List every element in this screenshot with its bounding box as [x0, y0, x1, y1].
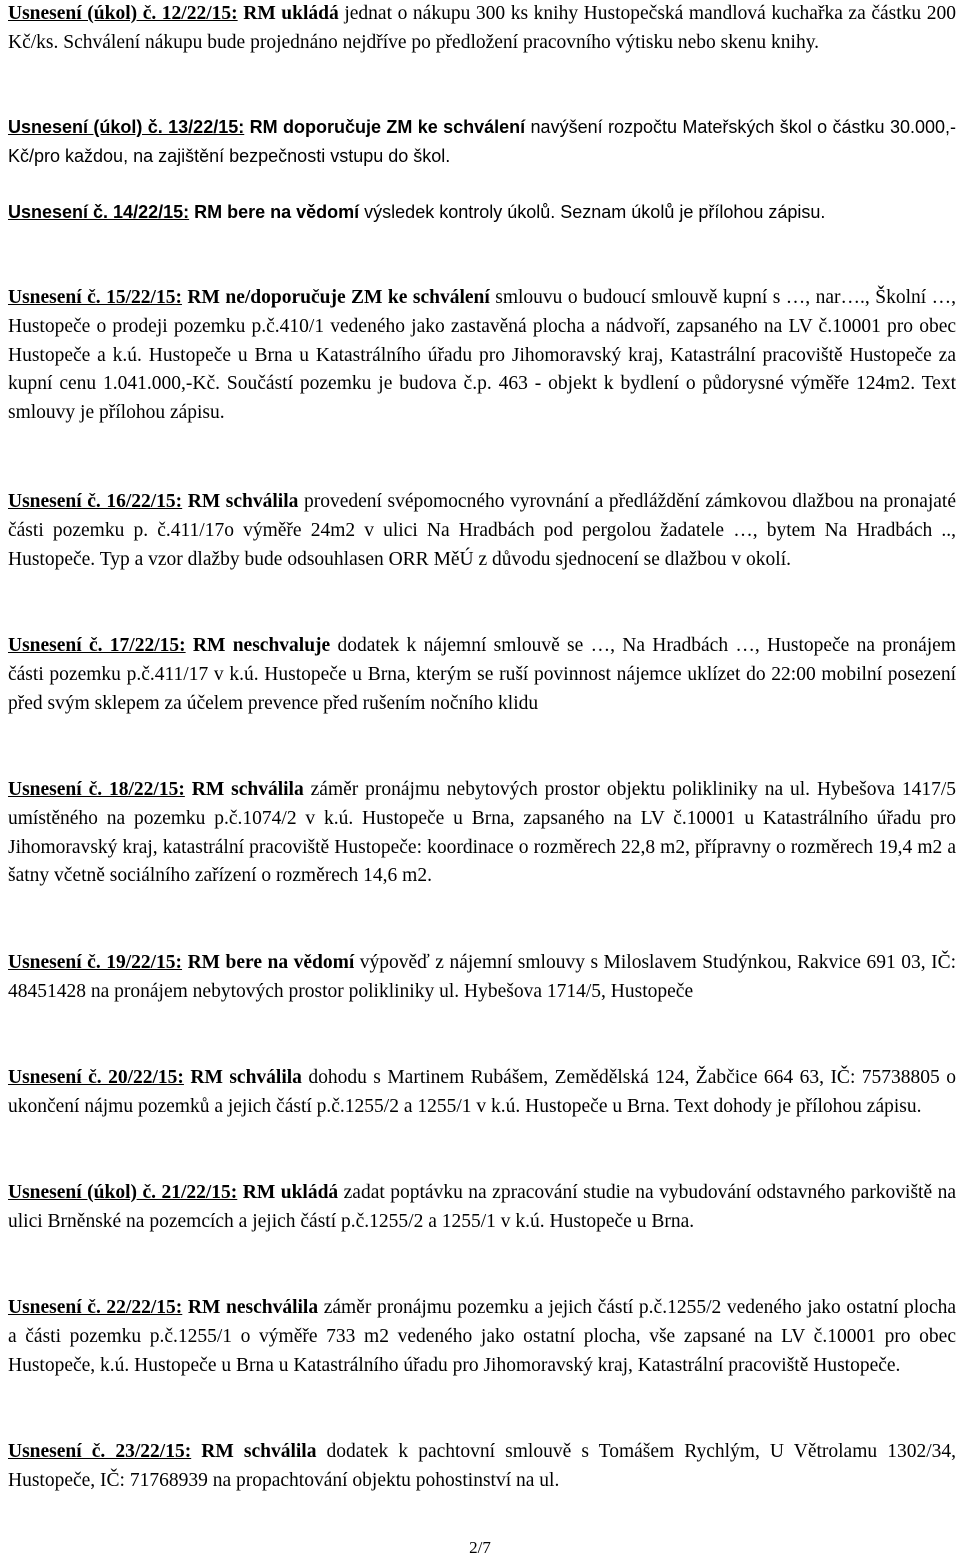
- resolution-text: záměr pronájmu nebytových prostor objektu polikliniky na ul. Hybešova 1417/5 umístěného na pozemku p.č.1074/2 v k.ú. Hustopeče u Brna, zapsaného na LV č.10001 u Katastrálního úřadu pro Jihomoravský kraj, katastrální pracoviště Hustopeče: koordinace o rozměrech 22,8 m2, přípravny o rozměrech 19,4 m2 a šatny včetně sociálního zařízení o rozměrech 14,6 m2.: [8, 779, 956, 887]
- resolution-paragraph: [8, 1438, 956, 1496]
- resolution-paragraph: [8, 1179, 956, 1237]
- resolution-paragraph: [8, 632, 956, 718]
- resolution-text: záměr pronájmu pozemku a jejich částí p.č.1255/2 vedeného jako ostatní plocha a části pozemku p.č.1255/1 o výměře 733 m2 vedeného jako ostatní plocha, vše zapsané na LV č.10001 pro obec Hustopeče, k.ú. Hustopeče u Brna u Katastrálního úřadu pro Jihomoravský kraj, Katastrální pracoviště Hustopeče.: [8, 1297, 956, 1376]
- resolution-paragraph: [8, 198, 956, 227]
- resolution-action: RM neschválila: [187, 1297, 319, 1318]
- resolution-paragraph: [8, 113, 956, 171]
- page-number: 2/7: [469, 1538, 491, 1557]
- resolution-paragraph: [8, 1064, 956, 1122]
- resolution-heading: Usnesení č. 22/22/15:: [8, 1297, 183, 1318]
- resolution-text: dohodu s Martinem Rubášem, Zemědělská 124, Žabčice 664 63, IČ: 75738805 o ukončení nájmu pozemků a jejich částí p.č.1255/2 a 1255/1 v k.ú. Hustopeče u Brna. Text dohody je přílohou zápisu.: [8, 1067, 956, 1117]
- resolution-heading: Usnesení (úkol) č. 21/22/15:: [8, 1182, 238, 1203]
- resolution-heading: Usnesení č. 14/22/15:: [8, 202, 190, 222]
- resolution-heading: Usnesení č. 16/22/15:: [8, 491, 183, 512]
- resolution-heading: Usnesení č. 18/22/15:: [8, 779, 185, 800]
- resolution-text: výpověď z nájemní smlouvy s Miloslavem Studýnkou, Rakvice 691 03, IČ: 48451428 na pronájem nebytových prostor polikliniky ul. Hybešova 1714/5, Hustopeče: [8, 952, 957, 1002]
- resolution-paragraph: [8, 949, 956, 1007]
- resolution-paragraph: [8, 1294, 956, 1380]
- resolution-action: RM schválila: [187, 491, 299, 512]
- resolution-paragraph: [8, 488, 956, 574]
- resolution-action: RM bere na vědomí: [194, 202, 360, 222]
- resolution-text: smlouvu o budoucí smlouvě kupní s …, nar…., Školní …, Hustopeče o prodeji pozemku p.č.410/1 vedeného jako zastavěná plocha a nádvoří, zapsaného na LV č.10001 pro obec Hustopeče a k.ú. Hustopeče u Brna u Katastrálního úřadu pro Jihomoravský kraj, Katastrální pracoviště Hustopeče za kupní cenu 1.041.000,-Kč. Součástí pozemku je budova č.p. 463 - objekt k bydlení o půdorysné výměře 124m2. Text smlouvy je přílohou zápisu.: [8, 287, 956, 424]
- resolution-action: RM bere na vědomí: [187, 952, 355, 973]
- resolution-action: RM ne/doporučuje ZM ke schválení: [187, 287, 490, 308]
- resolution-text: jednat o nákupu 300 ks knihy Hustopečská mandlová kuchařka za částku 200 Kč/ks. Schválení nákupu bude projednáno nejdříve po předložení pracovního výtisku nebo skenu knihy.: [8, 3, 956, 53]
- resolution-action: RM schválila: [190, 1067, 302, 1088]
- resolution-heading: Usnesení č. 23/22/15:: [8, 1441, 192, 1462]
- resolution-paragraph: [8, 0, 956, 58]
- resolution-text: provedení svépomocného vyrovnání a předláždění zámkovou dlažbou na pronajaté části pozemku p. č.411/17o výměře 24m2 v ulici Na Hradbách pod pergolou žadatele …, bytem Na Hradbách .., Hustopeče. Typ a vzor dlažby bude odsouhlasen ORR MěÚ z důvodu sjednocení se dlažbou v okolí.: [8, 491, 956, 570]
- resolution-paragraph: [8, 776, 956, 891]
- resolution-action: RM ukládá: [242, 1182, 339, 1203]
- resolution-heading: Usnesení (úkol) č. 13/22/15:: [8, 117, 245, 137]
- resolution-action: RM ukládá: [243, 3, 339, 24]
- resolution-text: navýšení rozpočtu Mateřských škol o částku 30.000,- Kč/pro každou, na zajištění bezpečnosti vstupu do škol.: [8, 117, 956, 166]
- resolution-text: dodatek k nájemní smlouvě se …, Na Hradbách …, Hustopeče na pronájem části pozemku p.č.411/17 v k.ú. Hustopeče u Brna, kterým se ruší povinnost nájemce uklízet do 22:00 mobilní posezení před svým sklepem za účelem prevence před rušením nočního klidu: [8, 635, 956, 714]
- resolution-action: RM schválila: [201, 1441, 317, 1462]
- resolution-heading: Usnesení (úkol) č. 12/22/15:: [8, 3, 238, 24]
- resolution-text: dodatek k pachtovní smlouvě s Tomášem Rychlým, U Větrolamu 1302/34, Hustopeče, IČ: 71768939 na propachtování objektu pohostinství na ul.: [8, 1441, 956, 1491]
- resolution-text: výsledek kontroly úkolů. Seznam úkolů je přílohou zápisu.: [359, 202, 826, 222]
- resolution-text: zadat poptávku na zpracování studie na vybudování odstavného parkoviště na ulici Brněnské na pozemcích a jejich částí p.č.1255/2 a 1255/1 v k.ú. Hustopeče u Brna.: [8, 1182, 957, 1232]
- resolution-heading: Usnesení č. 19/22/15:: [8, 952, 183, 973]
- resolution-action: RM doporučuje ZM ke schválení: [249, 117, 526, 137]
- resolution-paragraph: [8, 284, 956, 428]
- resolution-heading: Usnesení č. 20/22/15:: [8, 1067, 184, 1088]
- resolution-heading: Usnesení č. 15/22/15:: [8, 287, 182, 308]
- resolution-action: RM neschvaluje: [192, 635, 331, 656]
- resolution-action: RM schválila: [191, 779, 304, 800]
- resolution-heading: Usnesení č. 17/22/15:: [8, 635, 186, 656]
